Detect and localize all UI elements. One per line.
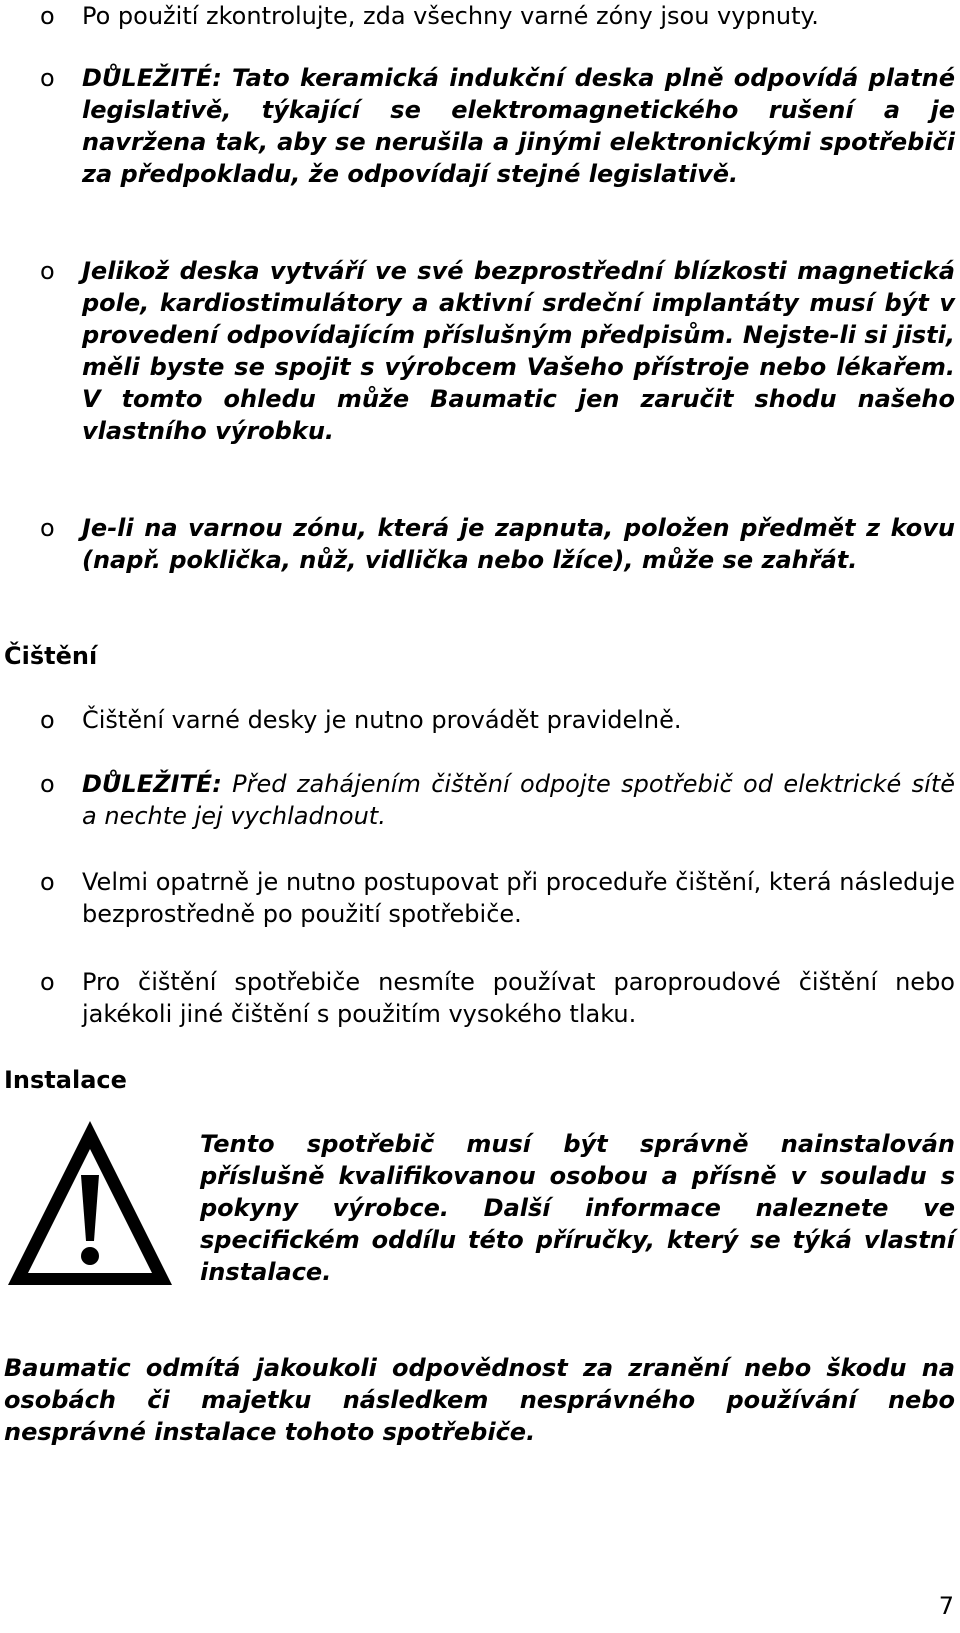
bullet-marker: o — [40, 514, 55, 542]
warning-triangle-icon — [4, 1113, 176, 1293]
important-label: DŮLEŽITÉ: — [82, 770, 222, 798]
installation-warning-text: Tento spotřebič musí být správně nainstalován příslušně kvalifikovanou osobou a přísně v souladu s pokyny výrobce. Další informace naleznete ve specifickém oddílu této příručky, který se týká vlastní instalace. — [200, 1130, 955, 1286]
cleaning-bullet-text — [82, 768, 955, 832]
bullet-marker: o — [40, 2, 55, 30]
bullet-marker: o — [40, 706, 55, 734]
usage-bullet-text: Po použití zkontrolujte, zda všechny varné zóny jsou vypnuty. — [82, 2, 819, 30]
usage-bullet-4 — [40, 512, 955, 576]
cleaning-bullet-text: Čištění varné desky je nutno provádět pravidelně. — [82, 706, 682, 734]
cleaning-bullet-body: Před zahájením čištění odpojte spotřebič od elektrické sítě a nechte jej vychladnout. — [82, 770, 955, 830]
cleaning-heading: Čištění — [4, 642, 98, 670]
bullet-marker: o — [40, 868, 55, 896]
cleaning-bullet-text: Pro čištění spotřebiče nesmíte používat paroproudové čištění nebo jakékoli jiné čištění s použitím vysokého tlaku. — [82, 968, 955, 1028]
liability-disclaimer: Baumatic odmítá jakoukoli odpovědnost za zranění nebo škodu na osobách či majetku následkem nesprávného používání nebo nesprávné instalace tohoto spotřebiče. — [4, 1354, 955, 1446]
usage-bullet-3 — [40, 255, 955, 447]
usage-bullet-text: DŮLEŽITÉ: Tato keramická indukční deska plně odpovídá platné legislativě, týkající se elektromagnetického rušení a je navržena tak, aby se nerušila a jinými elektronickými spotřebiči za předpokladu, že odpovídají stejné legislativě. — [82, 64, 955, 188]
page-number: 7 — [938, 1592, 954, 1620]
cleaning-bullet-text: Velmi opatrně je nutno postupovat při proceduře čištění, která následuje bezprostředně po použití spotřebiče. — [82, 868, 955, 928]
bullet-marker: o — [40, 770, 55, 798]
cleaning-bullet-3 — [40, 866, 955, 930]
cleaning-bullet-2 — [40, 768, 955, 832]
cleaning-bullet-4 — [40, 966, 955, 1030]
bullet-marker: o — [40, 257, 55, 285]
bullet-marker: o — [40, 968, 55, 996]
usage-bullet-text: Je-li na varnou zónu, která je zapnuta, položen předmět z kovu (např. poklička, nůž, vidlička nebo lžíce), může se zahřát. — [82, 514, 955, 574]
usage-bullet-1 — [40, 0, 955, 32]
usage-bullet-2 — [40, 62, 955, 190]
bullet-marker: o — [40, 64, 55, 92]
installation-heading: Instalace — [4, 1066, 127, 1094]
usage-bullet-text: Jelikož deska vytváří ve své bezprostřední blízkosti magnetická pole, kardiostimulátory a aktivní srdeční implantáty musí být v provedení odpovídajícím příslušným předpisům. Nejste-li si jisti, měli byste se spojit s výrobcem Vašeho přístroje nebo lékařem. V tomto ohledu může Baumatic jen zaručit shodu našeho vlastního výrobku. — [82, 257, 955, 445]
cleaning-bullet-1 — [40, 704, 955, 736]
